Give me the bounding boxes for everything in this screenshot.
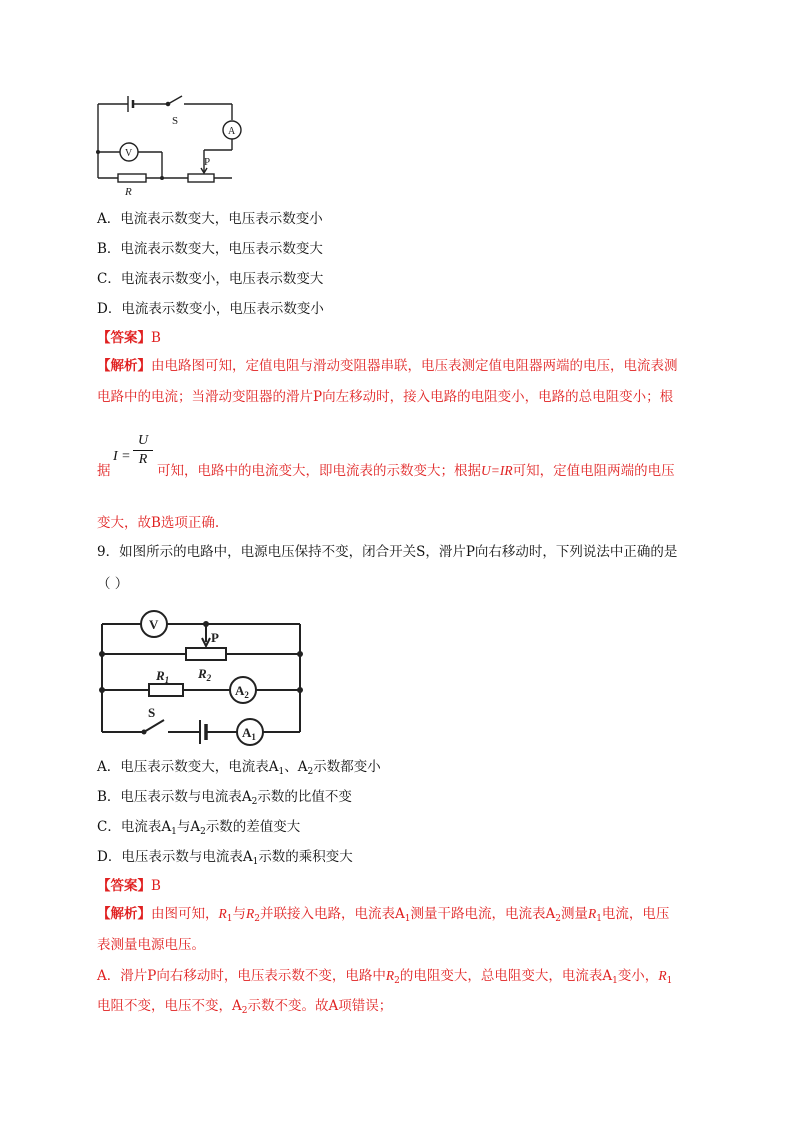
formula-denominator: R [138, 452, 148, 467]
q8-option-d: D．电流表示数变小，电压表示数变小 [97, 301, 324, 317]
q9-option-d: D．电压表示数与电流表$A_1$示数的乘积变大 [97, 849, 353, 867]
resistor-label: R [125, 186, 132, 198]
analysis-tag: 【解析】 [97, 358, 151, 374]
svg-text:A2 [235, 683, 249, 700]
circuit-diagram-1 [92, 92, 252, 198]
formula-inline: U=IR [481, 463, 513, 478]
formula-lhs: I = [113, 449, 131, 464]
formula-numerator: U [133, 432, 153, 451]
r2-subscript: 2 [206, 673, 212, 683]
q9-option-c: C．电流表$A_1$与$A_2$示数的差值变大 [97, 819, 301, 837]
q9-option-b: B．电压表示数与电流表$A_2$示数的比值不变 [97, 789, 352, 807]
switch-label: S [148, 705, 156, 720]
ammeter-1-label: A [242, 725, 252, 740]
analysis-text: 可知，定值电阻两端的电压 [512, 463, 675, 479]
q9-analysis-line-4: 电阻不变，电压不变，$A_2$示数不变。故A项错误； [97, 998, 393, 1016]
circuit-diagram-2 [94, 606, 314, 750]
q8-analysis-line-1 [97, 357, 678, 375]
analysis-tag: 【解析】 [97, 906, 151, 922]
svg-text:R1 [155, 668, 169, 685]
answer-tag: 【答案】 [97, 878, 151, 894]
q8-option-a: A．电流表示数变大，电压表示数变小 [97, 211, 323, 227]
answer-tag: 【答案】 [97, 330, 151, 346]
switch-label: S [172, 115, 179, 127]
voltmeter-label: V [149, 617, 159, 632]
q8-analysis-line-4: 变大，故B选项正确. [97, 515, 220, 531]
q9-stem-line-1: 9．如图所示的电路中，电源电压保持不变，闭合开关S，滑片P向右移动时，下列说法中正确的是 [97, 544, 678, 560]
q8-answer [97, 329, 161, 347]
svg-text:A1 [242, 725, 256, 742]
q9-analysis-line-1: 【解析】由图可知，$R_1$与$R_2$并联接入电路，电流表$A_1$测量干路电流，电流表$A_2$测量$R_1$电流，电压 [97, 906, 670, 924]
answer-value: B [151, 878, 161, 894]
analysis-text: 由电路图可知，定值电阻与滑动变阻器串联，电压表测定值电阻器两端的电压，电流表测 [151, 358, 678, 374]
ammeter-2-label: A [235, 683, 245, 698]
q9-answer [97, 877, 161, 895]
ammeter-2-subscript: 2 [244, 690, 249, 700]
r1-subscript: 1 [164, 675, 170, 685]
r1-label: R [156, 668, 165, 683]
q9-stem-line-2: （ ） [97, 576, 129, 592]
q8-option-c: C．电流表示数变小，电压表示数变大 [97, 271, 324, 287]
slider-label: P [204, 156, 211, 168]
q9-analysis-line-2: 表测量电源电压。 [97, 937, 205, 953]
formula-fraction [133, 432, 153, 469]
q9-analysis-line-3: A．滑片P向右移动时，电压表示数不变，电路中$R_2$的电阻变大，总电阻变大，电流表$A_1$变小，$R_1$ [97, 968, 673, 986]
ammeter-1-subscript: 1 [251, 732, 256, 742]
q9-option-a: A．电压表示数变大，电流表$A_1$、$A_2$示数都变小 [97, 759, 381, 777]
q8-analysis-line-3 [157, 462, 675, 480]
svg-text:R2 [197, 666, 212, 683]
q8-analysis-line-3a: 据 [97, 463, 111, 479]
answer-value: B [151, 330, 161, 346]
slider-label: P [211, 630, 219, 645]
q8-option-b: B．电流表示数变大，电压表示数变大 [97, 241, 323, 257]
q8-analysis-line-2: 电路中的电流；当滑动变阻器的滑片P向左移动时，接入电路的电阻变小，电路的总电阻变小；根 [97, 389, 674, 405]
ammeter-label: A [228, 126, 236, 137]
voltmeter-label: V [125, 148, 133, 159]
analysis-text: 可知，电路中的电流变大，即电流表的示数变大；根据 [157, 463, 481, 479]
r2-label: R [198, 666, 207, 681]
